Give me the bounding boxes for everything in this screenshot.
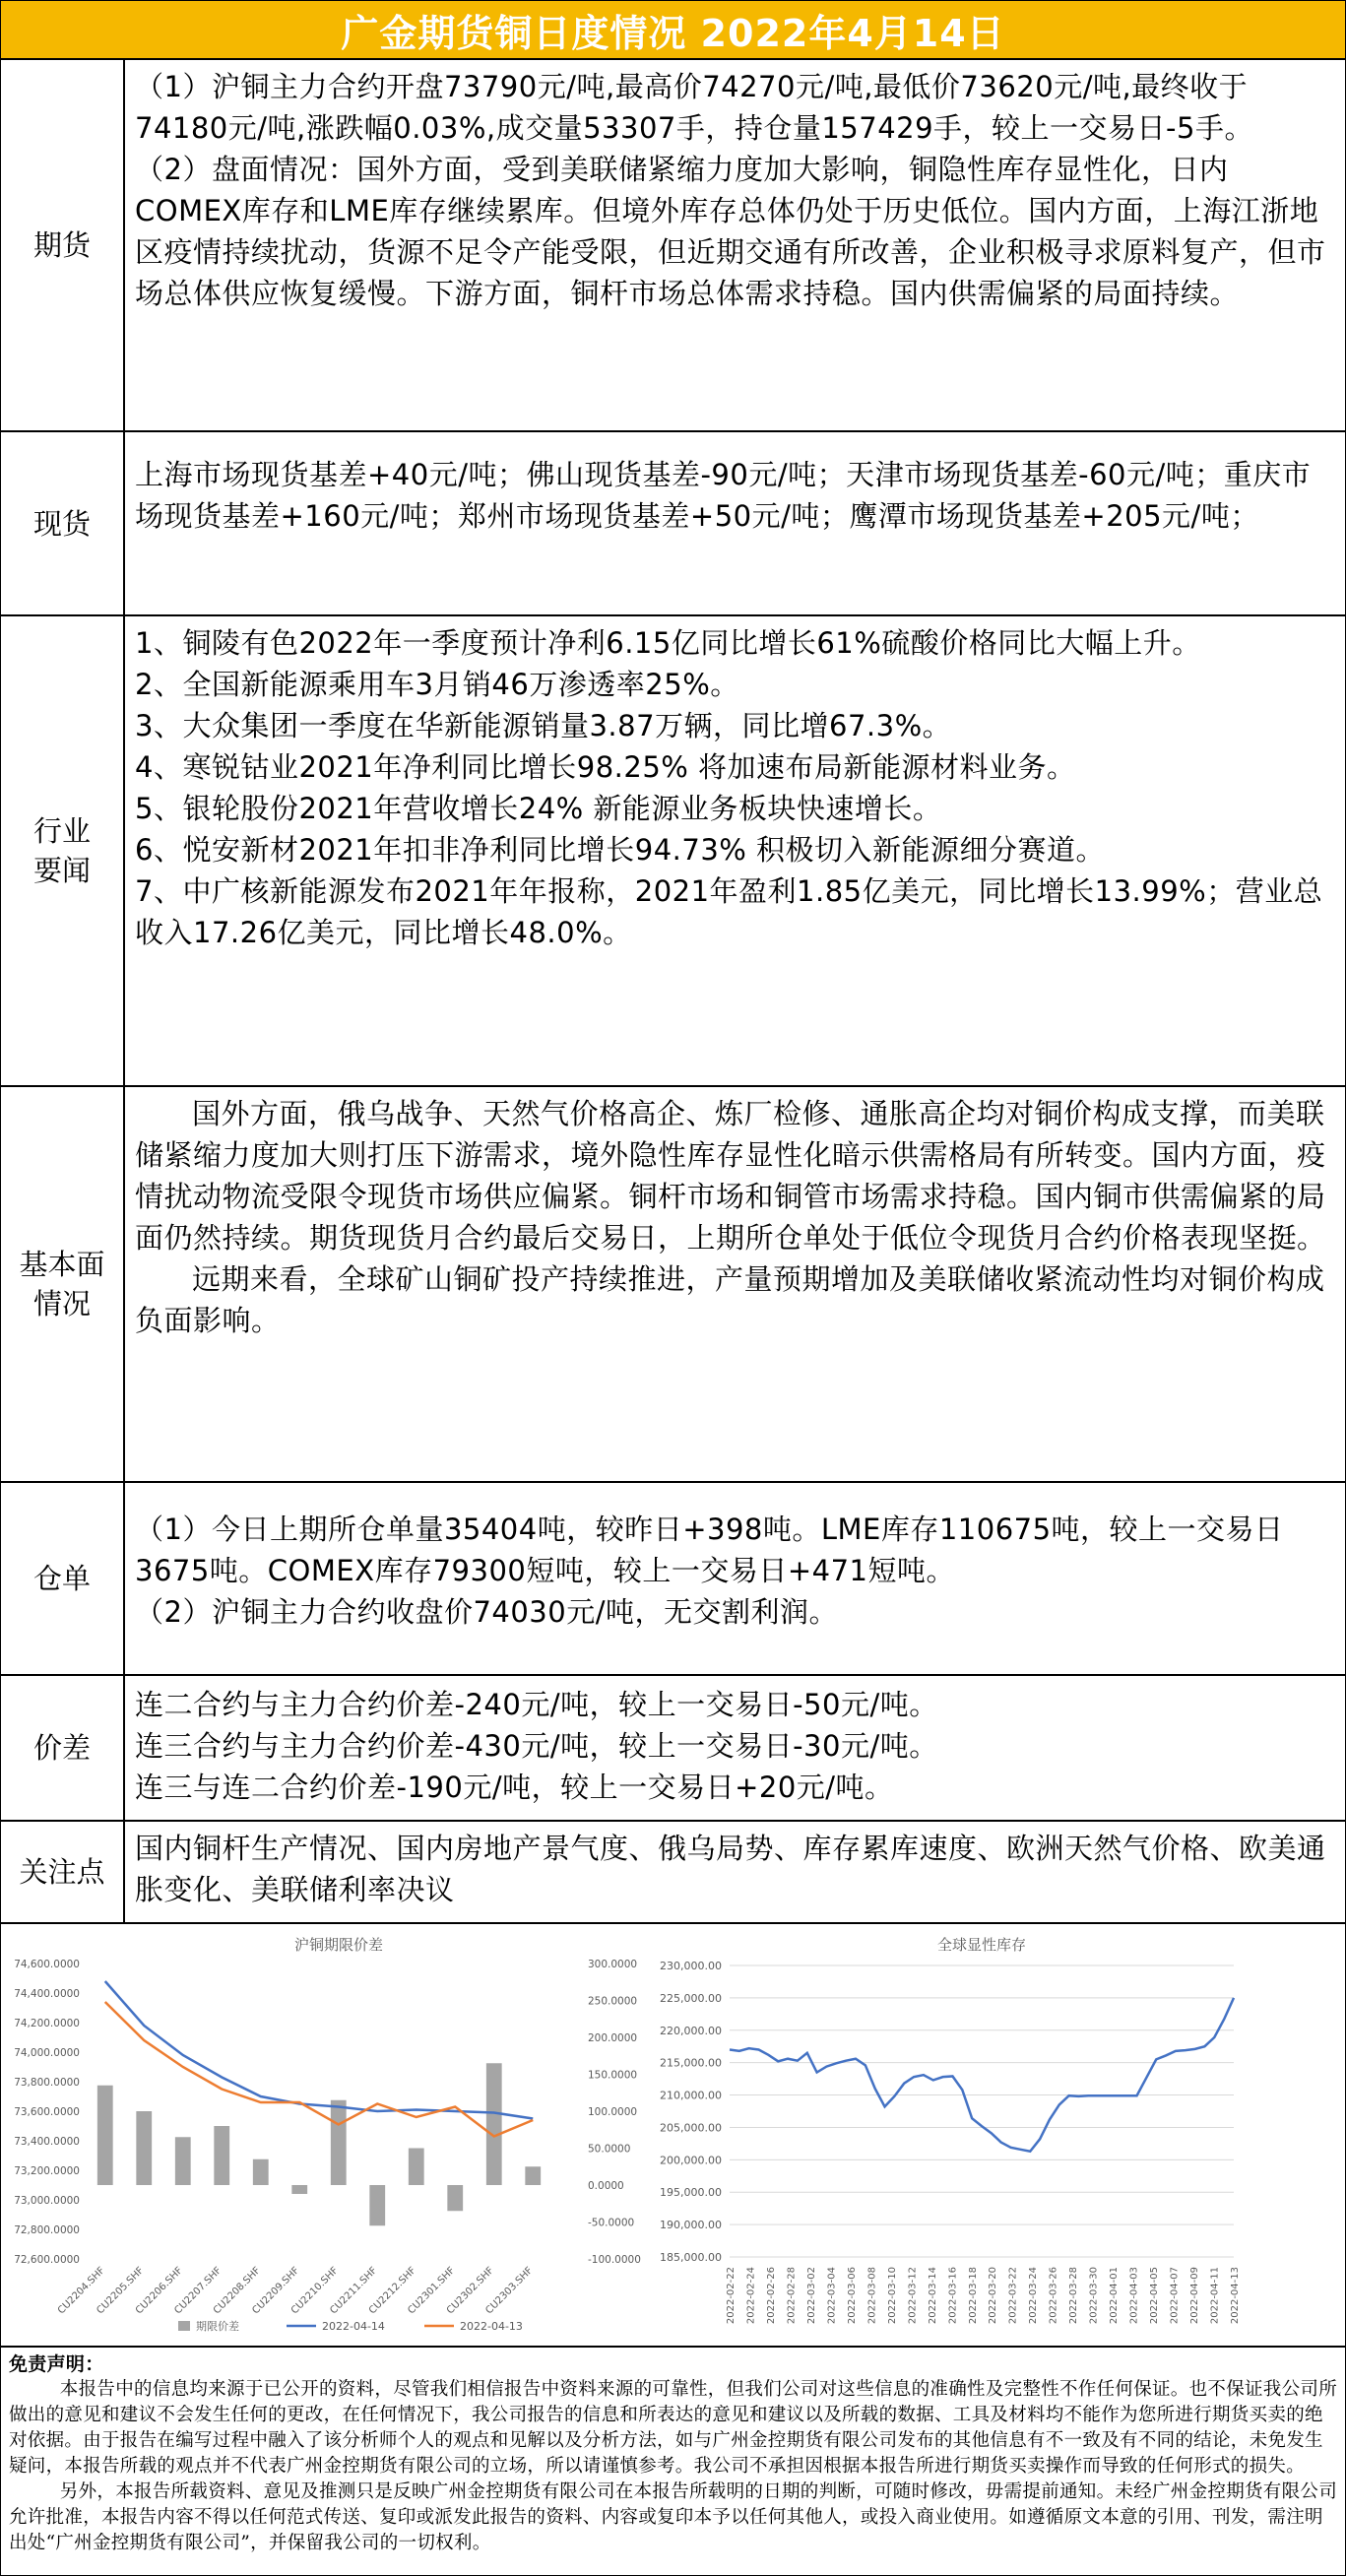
x-tick-label: 2022-03-16 <box>947 2267 959 2325</box>
term-spread-chart <box>1 1924 641 2346</box>
y2-tick-label: -100.0000 <box>588 2254 641 2266</box>
y-tick-label: 73,000.0000 <box>14 2195 80 2207</box>
section-content: 上海市场现货基差+40元/吨；佛山现货基差-90元/吨；天津市场现货基差-60元/吨；重庆市场现货基差+160元/吨；郑州市场现货基差+50元/吨；鹰潭市场现货基差+205元/吨； <box>135 458 1312 533</box>
y-tick-label: 73,400.0000 <box>14 2136 80 2148</box>
x-tick-label: 2022-02-22 <box>726 2267 737 2325</box>
y-tick-label: 72,600.0000 <box>14 2254 80 2266</box>
section-label: 基本面 情况 <box>1 1087 125 1481</box>
section-content: （1）今日上期所仓单量35404吨，较昨日+398吨。LME库存110675吨，较上一交易日3675吨。COMEX库存79300短吨，较上一交易日+471短吨。 （2）沪铜主力合约收盘价74030元/吨，无交割利润。 <box>135 1513 1284 1629</box>
y2-tick-label: 100.0000 <box>588 2106 638 2118</box>
x-tick-label: 2022-04-03 <box>1128 2267 1140 2325</box>
x-tick-label: CU2209.SHF <box>250 2265 302 2317</box>
global-inventory-svg <box>631 1924 1343 2346</box>
x-tick-label: 2022-04-09 <box>1189 2267 1201 2325</box>
y-tick-label: 230,000.00 <box>660 1960 722 1972</box>
x-tick-label: 2022-04-01 <box>1109 2267 1121 2325</box>
y-tick-label: 215,000.00 <box>660 2056 722 2070</box>
section-content: 连二合约与主力合约价差-240元/吨，较上一交易日-50元/吨。 连三合约与主力合约价差-430元/吨，较上一交易日-30元/吨。 连三与连二合约价差-190元/吨，较上一交易日+20元/吨。 <box>135 1688 938 1804</box>
y-tick-label: 73,200.0000 <box>14 2165 80 2177</box>
y2-tick-label: 0.0000 <box>588 2180 624 2192</box>
x-tick-label: 2022-03-18 <box>967 2267 979 2325</box>
y2-tick-label: 50.0000 <box>588 2143 631 2156</box>
section-label: 现货 <box>1 432 125 614</box>
y-tick-label: 73,600.0000 <box>14 2106 80 2118</box>
legend-label: 期限价差 <box>196 2320 239 2333</box>
bar <box>525 2166 541 2185</box>
chart-title: 沪铜期限价差 <box>293 1936 384 1954</box>
section-futures <box>1 60 1345 432</box>
x-tick-label: 2022-03-04 <box>826 2267 838 2325</box>
y-tick-label: 185,000.00 <box>660 2251 722 2264</box>
report-title: 广金期货铜日度情况 2022年4月14日 <box>1 1 1345 60</box>
legend-swatch <box>178 2321 190 2331</box>
x-tick-label: 2022-03-10 <box>886 2267 898 2325</box>
section-warrant <box>1 1483 1345 1676</box>
x-tick-label: CU2212.SHF <box>366 2265 418 2317</box>
x-tick-label: CU2303.SHF <box>483 2265 536 2317</box>
chart-title: 全球显性库存 <box>936 1936 1027 1954</box>
x-tick-label: CU2301.SHF <box>406 2265 458 2317</box>
x-tick-label: 2022-03-12 <box>907 2267 919 2325</box>
series-line <box>105 1981 534 2119</box>
x-tick-label: 2022-03-22 <box>1007 2267 1019 2325</box>
y-tick-label: 74,600.0000 <box>14 1959 80 1970</box>
section-focus <box>1 1822 1345 1924</box>
x-tick-label: 2022-03-28 <box>1068 2267 1080 2325</box>
y-tick-label: 220,000.00 <box>660 2024 722 2037</box>
y-tick-label: 190,000.00 <box>660 2219 722 2232</box>
x-tick-label: CU2211.SHF <box>328 2265 380 2317</box>
section-label: 行业 要闻 <box>1 616 125 1085</box>
section-label: 仓单 <box>1 1483 125 1674</box>
bar <box>447 2185 463 2211</box>
legend-label: 2022-04-14 <box>322 2320 385 2333</box>
disclaimer <box>1 2348 1345 2560</box>
y-tick-label: 72,800.0000 <box>14 2224 80 2236</box>
x-tick-label: CU2207.SHF <box>172 2265 224 2317</box>
y-tick-label: 205,000.00 <box>660 2121 722 2135</box>
y-tick-label: 74,200.0000 <box>14 2018 80 2029</box>
y-tick-label: 74,400.0000 <box>14 1988 80 2000</box>
section-fundamental <box>1 1087 1345 1483</box>
bar <box>409 2149 424 2186</box>
disclaimer-para: 另外，本报告所载资料、意见及推测只是反映广州金控期货有限公司在本报告所载明的日期的判断，可随时修改，毋需提前通知。未经广州金控期货有限公司允许批准，本报告内容不得以任何范式传送、复印或派发此报告的资料、内容或复印本予以任何其他人，或投入商业使用。如遵循原文本意的引用、刊发，需注明出处“广州金控期货有限公司”，并保留我公司的一切权利。 <box>9 2481 1338 2553</box>
y-tick-label: 73,800.0000 <box>14 2077 80 2089</box>
section-label: 价差 <box>1 1676 125 1820</box>
series-line <box>105 2002 534 2137</box>
x-tick-label: CU2208.SHF <box>211 2265 263 2317</box>
y-tick-label: 225,000.00 <box>660 1991 722 2005</box>
term-spread-svg <box>1 1924 641 2346</box>
y2-tick-label: 150.0000 <box>588 2069 638 2082</box>
x-tick-label: 2022-02-24 <box>745 2267 757 2325</box>
x-tick-label: 2022-04-07 <box>1169 2267 1181 2325</box>
section-label: 期货 <box>1 60 125 430</box>
x-tick-label: 2022-03-02 <box>805 2267 817 2325</box>
y-tick-label: 200,000.00 <box>660 2154 722 2167</box>
section-content: 国外方面，俄乌战争、天然气价格高企、炼厂检修、通胀高企均对铜价构成支撑，而美联储紧缩力度加大则打压下游需求，境外隐性库存显性化暗示供需格局有所转变。国内方面，疫情扰动物流受限令现货市场供应偏紧。铜杆市场和铜管市场需求持稳。国内铜市供需偏紧的局面仍然持续。期货现货月合约最后交易日，上期所仓单处于低位令现货月合约价格表现坚挺。 远期来看，全球矿山铜矿投产持续推进，产量预期增加及美联储收紧流动性均对铜价构成负面影响。 <box>135 1097 1326 1337</box>
y2-tick-label: 200.0000 <box>588 2032 638 2044</box>
x-tick-label: CU2302.SHF <box>444 2265 496 2317</box>
inventory-line <box>730 1998 1234 2152</box>
y-tick-label: 210,000.00 <box>660 2089 722 2102</box>
bar <box>136 2111 152 2185</box>
x-tick-label: 2022-03-08 <box>866 2267 878 2325</box>
bar <box>214 2126 229 2185</box>
y2-tick-label: -50.0000 <box>588 2217 635 2229</box>
charts-row <box>1 1924 1345 2348</box>
bar <box>291 2185 307 2194</box>
bar <box>175 2137 191 2185</box>
bar <box>97 2086 113 2185</box>
bar <box>253 2159 269 2185</box>
x-tick-label: 2022-03-14 <box>927 2267 938 2325</box>
section-content: 1、铜陵有色2022年一季度预计净利6.15亿同比增长61%硫酸价格同比大幅上升。 2、全国新能源乘用车3月销46万渗透率25%。 3、大众集团一季度在华新能源销量3.87万辆，同比增67.3%。 4、寒锐钴业2021年净利同比增长98.25% 将加速布局新能源材料业务。 5、银轮股份2021年营收增长24% 新能源业务板块快速增长。 6、悦安新材2021年扣非净利同比增长94.73% 积极切入新能源细分赛道。 7、中广核新能源发布2021年年报称，2021年盈利1.85亿美元，同比增长13.99%；营业总收入17.26亿美元，同比增长48.0%。 <box>135 626 1323 949</box>
section-content: 国内铜杆生产情况、国内房地产景气度、俄乌局势、库存累库速度、欧洲天然气价格、欧美通胀变化、美联储利率决议 <box>135 1832 1326 1906</box>
legend-label: 2022-04-13 <box>460 2320 523 2333</box>
y2-tick-label: 300.0000 <box>588 1959 638 1970</box>
x-tick-label: 2022-02-28 <box>786 2267 798 2325</box>
disclaimer-heading: 免责声明： <box>9 2353 104 2375</box>
bar <box>486 2063 502 2185</box>
x-tick-label: CU2206.SHF <box>133 2265 185 2317</box>
global-inventory-chart <box>631 1924 1343 2346</box>
x-tick-label: CU2210.SHF <box>288 2265 341 2317</box>
x-tick-label: CU2204.SHF <box>55 2265 107 2317</box>
section-spread <box>1 1676 1345 1822</box>
bar <box>331 2100 347 2185</box>
x-tick-label: 2022-04-13 <box>1230 2267 1241 2325</box>
x-tick-label: 2022-04-05 <box>1149 2267 1161 2325</box>
x-tick-label: 2022-03-24 <box>1028 2267 1040 2325</box>
y2-tick-label: 250.0000 <box>588 1995 638 2008</box>
section-label: 关注点 <box>1 1822 125 1922</box>
x-tick-label: 2022-02-26 <box>765 2267 777 2325</box>
x-tick-label: CU2205.SHF <box>95 2265 147 2317</box>
y-tick-label: 74,000.0000 <box>14 2047 80 2059</box>
section-content: （1）沪铜主力合约开盘73790元/吨,最高价74270元/吨,最低价73620元/吨,最终收于74180元/吨,涨跌幅0.03%,成交量53307手，持仓量157429手，较上一交易日-5手。 （2）盘面情况：国外方面，受到美联储紧缩力度加大影响，铜隐性库存显性化，日内COMEX库存和LME库存继续累库。但境外库存总体仍处于历史低位。国内方面，上海江浙地区疫情持续扰动，货源不足令产能受限，但近期交通有所改善，企业积极寻求原料复产，但市场总体供应恢复缓慢。下游方面，铜杆市场总体需求持稳。国内供需偏紧的局面持续。 <box>135 70 1326 310</box>
x-tick-label: 2022-03-06 <box>846 2267 858 2325</box>
y-tick-label: 195,000.00 <box>660 2186 722 2200</box>
x-tick-label: 2022-03-30 <box>1088 2267 1100 2325</box>
section-spot <box>1 432 1345 616</box>
bar <box>369 2185 385 2225</box>
x-tick-label: 2022-04-11 <box>1209 2267 1221 2325</box>
section-news <box>1 616 1345 1087</box>
disclaimer-para: 本报告中的信息均来源于已公开的资料，尽管我们相信报告中资料来源的可靠性，但我们公司对这些信息的准确性及完整性不作任何保证。也不保证我公司所做出的意见和建议不会发生任何的更改，在任何情况下，我公司报告的信息和所表达的意见和建议以及所载的数据、工具及材料均不能作为您所进行期货买卖的绝对依据。由于报告在编写过程中融入了该分析师个人的观点和见解以及分析方法，如与广州金控期货有限公司发布的其他信息有不一致及有不同的结论，未免发生疑问，本报告所载的观点并不代表广州金控期货有限公司的立场，所以请谨慎参考。我公司不承担因根据本报告所进行期货买卖操作而导致的任何形式的损失。 <box>9 2379 1338 2477</box>
x-tick-label: 2022-03-26 <box>1048 2267 1059 2325</box>
x-tick-label: 2022-03-20 <box>988 2267 999 2325</box>
